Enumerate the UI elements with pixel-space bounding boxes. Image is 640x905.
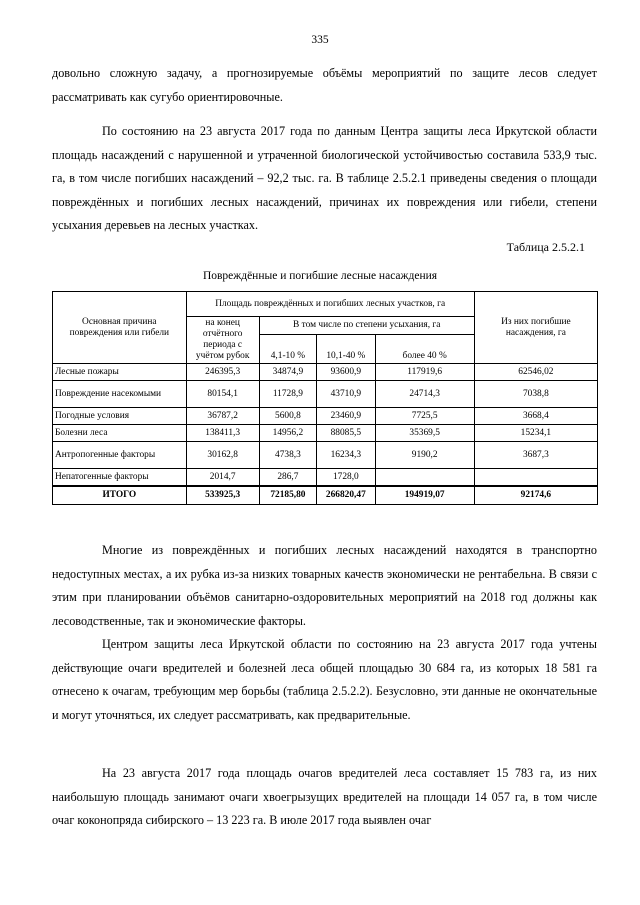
row-cause: Лесные пожары [53,364,187,381]
row-total: 36787,2 [186,408,259,425]
table-label: Таблица 2.5.2.1 [506,240,585,254]
total-total: 533925,3 [186,486,259,505]
header-deg1: 4,1-10 % [259,334,316,363]
row-deg1: 286,7 [259,469,316,487]
table-row [53,469,598,487]
intro-paragraph: довольно сложную задачу, а прогнозируемые объёмы мероприятий по защите лесов следует рассматривать как сугубо ориентировочные. [52,66,597,104]
row-dead [474,469,597,487]
row-deg1: 5600,8 [259,408,316,425]
row-total: 30162,8 [186,442,259,469]
table-row [53,364,598,381]
row-cause: Непатогенные факторы [53,469,187,487]
table-title: Повреждённые и погибшие лесные насаждения [202,270,438,282]
header-end-of-period: на конец отчётного периода с учётом рубок [186,317,259,364]
row-deg2: 43710,9 [317,381,375,408]
table-row [53,425,598,442]
header-cause: Основная причина повреждения или гибели [53,292,187,364]
header-dead: Из них погибшие насаждения, га [474,292,597,364]
row-deg2: 93600,9 [317,364,375,381]
row-deg1: 14956,2 [259,425,316,442]
total-dead: 92174,6 [474,486,597,505]
total-deg2: 266820,47 [317,486,375,505]
table-row [53,408,598,425]
row-deg2: 88085,5 [317,425,375,442]
paragraph-inaccessible: Многие из повреждённых и погибших лесных насаждений находятся в транспортно недоступных местах, а их рубка из-за низких товарных качеств экономически не рентабельна. В связи с этим при планировании объёмов санитарно-оздоровительных мероприятий на 2018 год должны как лесоводственные, так и экономические факторы. [52,543,597,628]
row-deg3: 24714,3 [375,381,474,408]
paragraph-pest-area: На 23 августа 2017 года площадь очагов вредителей леса составляет 15 783 га, из них наибольшую площадь занимают очаги хвоегрызущих вредителей на площади 14 057 га, в том числе очаг коконопряда сибирского – 13 223 га. В июле 2017 года выявлен очаг [52,766,597,827]
row-total: 246395,3 [186,364,259,381]
row-dead: 3687,3 [474,442,597,469]
row-deg3: 117919,6 [375,364,474,381]
row-total: 80154,1 [186,381,259,408]
header-deg3: более 40 % [375,334,474,363]
row-cause: Антропогенные факторы [53,442,187,469]
table-header-row-1 [53,292,598,317]
header-deg2: 10,1-40 % [317,334,375,363]
row-total: 138411,3 [186,425,259,442]
row-deg1: 11728,9 [259,381,316,408]
row-cause: Болезни леса [53,425,187,442]
total-deg3: 194919,07 [375,486,474,505]
row-deg2: 1728,0 [317,469,375,487]
row-cause: Погодные условия [53,408,187,425]
table-row [53,442,598,469]
row-deg3: 9190,2 [375,442,474,469]
row-deg1: 4738,3 [259,442,316,469]
row-deg1: 34874,9 [259,364,316,381]
total-deg1: 72185,80 [259,486,316,505]
paragraph-damaged-area: По состоянию на 23 августа 2017 года по данным Центра защиты леса Иркутской области площадь насаждений с нарушенной и утраченной биологической устойчивостью составила 533,9 тыс. га, в том числе погибших насаждений – 92,2 тыс. га. В таблице 2.5.2.1 приведены сведения о площади повреждённых и погибших лесных насаждений, причинах их повреждения или гибели, степени усыхания деревьев на лесных участках. [52,124,597,232]
row-dead: 15234,1 [474,425,597,442]
row-deg3: 35369,5 [375,425,474,442]
row-deg2: 23460,9 [317,408,375,425]
damaged-forest-table [52,291,598,505]
row-dead: 62546,02 [474,364,597,381]
header-by-degree: В том числе по степени усыхания, га [259,317,474,335]
row-dead: 3668,4 [474,408,597,425]
row-total: 2014,7 [186,469,259,487]
paragraph-pest-foci: Центром защиты леса Иркутской области по состоянию на 23 августа 2017 года учтены действующие очаги вредителей и болезней леса общей площадью 30 684 га, из которых 18 581 га отнесено к очагам, требующим мер борьбы (таблица 2.5.2.2). Безусловно, эти данные не окончательные и могут уточняться, их следует рассматривать, как предварительные. [52,637,597,722]
table-total-row [53,486,598,505]
row-deg3: 7725,5 [375,408,474,425]
row-dead: 7038,8 [474,381,597,408]
table-row [53,381,598,408]
header-area: Площадь повреждённых и погибших лесных участков, га [186,292,474,317]
row-deg2: 16234,3 [317,442,375,469]
row-cause: Повреждение насекомыми [53,381,187,408]
total-cause: ИТОГО [53,486,187,505]
row-deg3 [375,469,474,487]
page-number: 335 [311,34,329,46]
